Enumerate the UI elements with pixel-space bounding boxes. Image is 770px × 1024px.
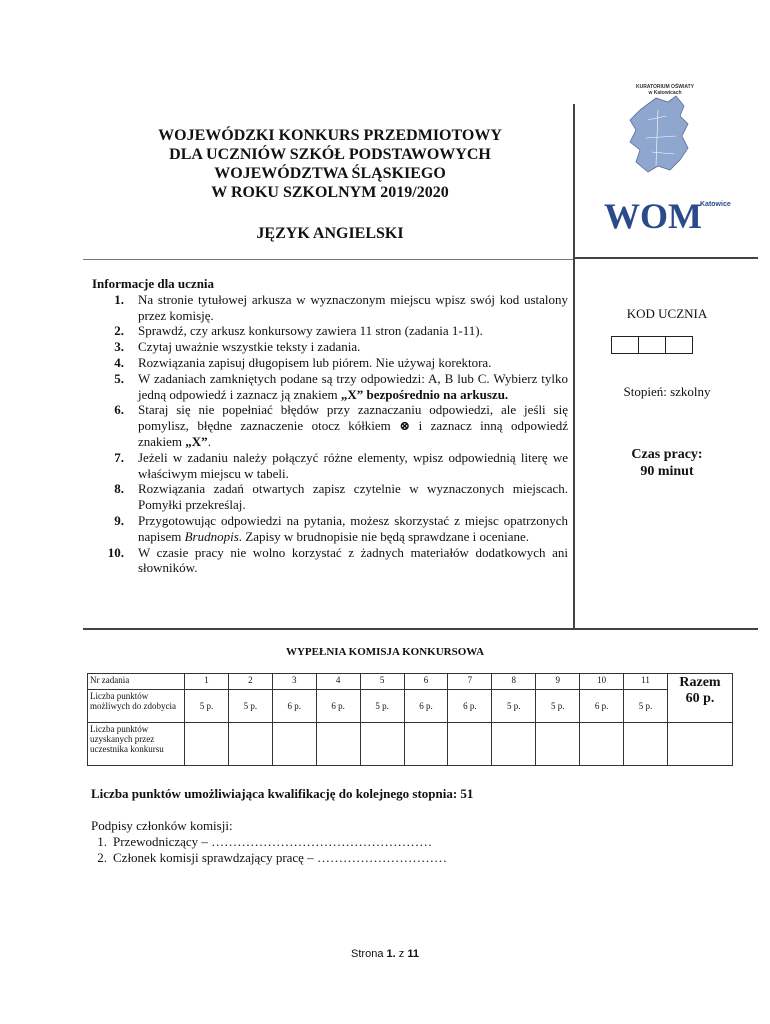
list-item: 9. Przygotowując odpowiedzi na pytania, możesz skorzystać z miejsc opatrzonych napisem Brudnopis. Zapisy w brudnopisie nie będą sprawdzane i oceniane.: [114, 512, 568, 544]
task-number: 9: [536, 674, 580, 690]
list-item: 6. Staraj się nie popełniać błędów przy zaznaczaniu odpowiedzi, ale jeśli się pomylisz, błędne zaznaczenie otocz kółkiem ⊗ i zaznacz inną odpowiedź znakiem „X”.: [114, 402, 568, 449]
earned-points-cell[interactable]: [492, 723, 536, 766]
page-total: 11: [407, 948, 419, 960]
earned-points-cell[interactable]: [316, 723, 360, 766]
row-label-task: Nr zadania: [88, 674, 185, 690]
task-number: 1: [185, 674, 229, 690]
earned-points-cell[interactable]: [360, 723, 404, 766]
wom-logo: [596, 80, 746, 240]
task-number: 10: [580, 674, 624, 690]
earned-points-cell[interactable]: [185, 723, 229, 766]
time-info: [578, 446, 756, 480]
title-line-3: WOJEWÓDZTWA ŚLĄSKIEGO: [214, 165, 446, 182]
list-item: 1. Przewodniczący – ……………………………………………: [97, 834, 433, 849]
logo-bottom-divider: [575, 257, 758, 259]
committee-heading: WYPEŁNIA KOMISJA KONKURSOWA: [285, 646, 485, 658]
list-item: 10. W czasie pracy nie wolno korzystać z żadnych materiałów dodatkowych ani słowników.: [107, 544, 568, 576]
row-label-max-points: Liczba punktów możliwych do zdobycia: [88, 690, 185, 723]
max-points: 6 p.: [272, 690, 316, 723]
earned-points-cell[interactable]: [536, 723, 580, 766]
title-line-4: W ROKU SZKOLNYM 2019/2020: [211, 184, 449, 201]
task-number: 4: [316, 674, 360, 690]
instructions-list: [92, 292, 568, 576]
earned-points-cell[interactable]: [624, 723, 668, 766]
earned-total-cell[interactable]: [668, 723, 733, 766]
list-item: 8. Rozwiązania zadań otwartych zapisz czytelnie w wyznaczonych miejscach. Pomyłki przekreślaj.: [114, 481, 568, 513]
title-line-2: DLA UCZNIÓW SZKÓŁ PODSTAWOWYCH: [169, 146, 491, 163]
vertical-divider: [573, 104, 575, 630]
circled-x-icon: ⊗: [399, 418, 411, 434]
table-row: [88, 674, 733, 690]
table-row: [88, 723, 733, 766]
max-points: 5 p.: [360, 690, 404, 723]
list-item: 7. Jeżeli w zadaniu należy połączyć różne elementy, wpisz odpowiednią literę we właściwym miejscu w tabeli.: [114, 449, 568, 481]
list-item: 3. Czytaj uważnie wszystkie teksty i zadania.: [114, 339, 361, 355]
task-number: 11: [624, 674, 668, 690]
list-item: 4. Rozwiązania zapisuj długopisem lub piórem. Nie używaj korektora.: [114, 354, 492, 370]
title-bottom-divider: [83, 259, 573, 260]
page-number: 1.: [386, 948, 396, 960]
task-number: 5: [360, 674, 404, 690]
logo-caption-line-2: w Katowicach: [648, 90, 682, 96]
code-box-2[interactable]: [639, 337, 666, 353]
student-code-label: KOD UCZNIA: [626, 306, 708, 321]
earned-points-cell[interactable]: [404, 723, 448, 766]
title-line-1: WOJEWÓDZKI KONKURS PRZEDMIOTOWY: [158, 127, 502, 144]
earned-points-cell[interactable]: [448, 723, 492, 766]
code-box-3[interactable]: [666, 337, 692, 353]
max-points: 5 p.: [185, 690, 229, 723]
max-points: 6 p.: [316, 690, 360, 723]
logo-city: Katowice: [700, 201, 731, 208]
signatures-heading: Podpisy członków komisji:: [91, 818, 233, 833]
total-value: 60 p.: [685, 691, 715, 706]
silesia-map-icon: [630, 96, 688, 172]
task-number: 8: [492, 674, 536, 690]
total-cell: [668, 674, 733, 723]
max-points: 5 p.: [228, 690, 272, 723]
time-value: 90 minut: [640, 464, 694, 479]
total-label: Razem: [679, 675, 721, 690]
list-item: 5. W zadaniach zamkniętych podane są trzy odpowiedzi: A, B lub C. Wybierz tylko jedną odpowiedź i zaznacz ją znakiem „X” bezpośrednio na arkuszu.: [114, 370, 568, 402]
list-item: 2. Sprawdź, czy arkusz konkursowy zawiera 11 stron (zadania 1-11).: [114, 323, 483, 339]
logo-caption-line-1: KURATORIUM OŚWIATY: [635, 84, 695, 90]
section-divider: [83, 628, 758, 630]
max-points: 5 p.: [624, 690, 668, 723]
max-points: 6 p.: [448, 690, 492, 723]
list-item: 2. Członek komisji sprawdzający pracę – …………………………: [97, 850, 447, 865]
student-code-field[interactable]: [611, 336, 693, 354]
level-label: Stopień: szkolny: [623, 384, 711, 399]
code-box-1[interactable]: [612, 337, 639, 353]
earned-points-cell[interactable]: [272, 723, 316, 766]
subject-title: JĘZYK ANGIELSKI: [256, 225, 404, 242]
max-points: 5 p.: [536, 690, 580, 723]
task-number: 7: [448, 674, 492, 690]
page-footer: Strona 1. z 11: [351, 948, 419, 960]
table-row: [88, 690, 733, 723]
signatures-list: [91, 834, 447, 866]
instructions-heading: Informacje dla ucznia: [92, 276, 215, 291]
earned-points-cell[interactable]: [228, 723, 272, 766]
task-number: 2: [228, 674, 272, 690]
time-label: Czas pracy:: [631, 447, 703, 462]
signatures-section: [91, 818, 447, 866]
max-points: 6 p.: [580, 690, 624, 723]
max-points: 6 p.: [404, 690, 448, 723]
task-number: 6: [404, 674, 448, 690]
score-table: [87, 673, 733, 766]
list-item: 1. Na stronie tytułowej arkusza w wyznaczonym miejscu wpisz swój kod ustalony przez komisję.: [114, 291, 568, 323]
row-label-earned-points: Liczba punktów uzyskanych przez uczestnika konkursu: [88, 723, 185, 766]
student-instructions: [92, 276, 568, 576]
max-points: 5 p.: [492, 690, 536, 723]
exam-title: [90, 126, 570, 202]
earned-points-cell[interactable]: [580, 723, 624, 766]
task-number: 3: [272, 674, 316, 690]
logo-brand: WOM: [604, 196, 702, 236]
qualification-threshold: Liczba punktów umożliwiająca kwalifikację do kolejnego stopnia: 51: [91, 786, 474, 801]
